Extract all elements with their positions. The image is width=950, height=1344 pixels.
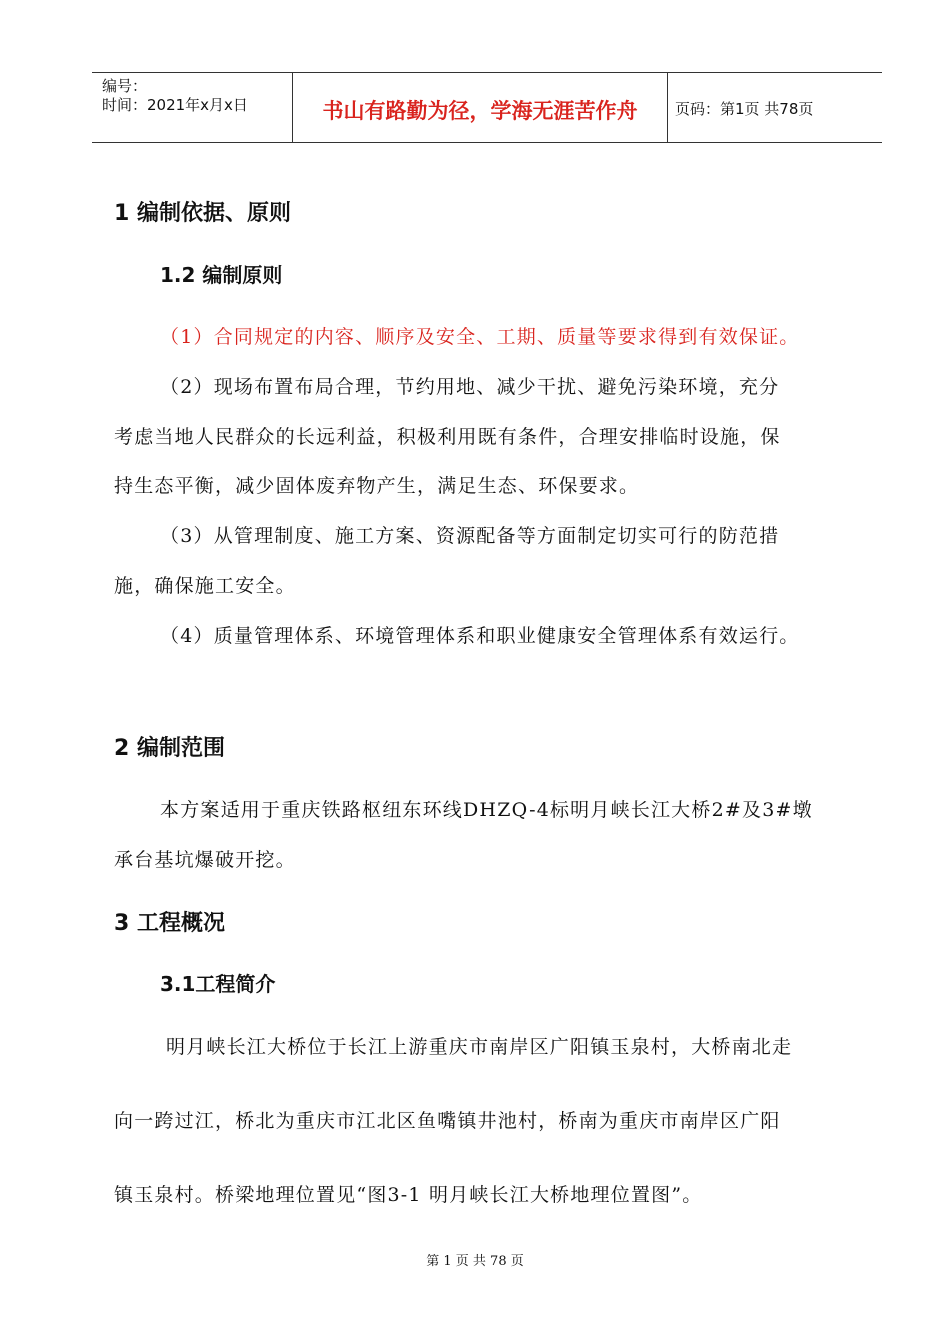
section-3-1-title: 3.1工程简介: [160, 972, 276, 996]
section-2-line-2: 承台基坑爆破开挖。: [114, 849, 296, 871]
paragraph-1: （1）合同规定的内容、顺序及安全、工期、质量等要求得到有效保证。: [160, 326, 800, 348]
section-3-line-1: 明月峡长江大桥位于长江上游重庆市南岸区广阳镇玉泉村，大桥南北走: [166, 1036, 793, 1058]
header-motto-cell: [292, 73, 668, 142]
paragraph-2-line-2: 考虑当地人民群众的长远利益，积极利用既有条件，合理安排临时设施，保: [114, 426, 781, 448]
section-3-line-3: 镇玉泉村。桥梁地理位置见“图3-1 明月峡长江大桥地理位置图”。: [114, 1184, 703, 1206]
paragraph-2-line-3: 持生态平衡，减少固体废弃物产生，满足生态、环保要求。: [114, 475, 640, 497]
section-3-title: 3 工程概况: [114, 911, 225, 936]
header-page-info: 页码：第1页 共78页: [675, 100, 814, 118]
section-2-line-1: 本方案适用于重庆铁路枢纽东环线DHZQ-4标明月峡长江大桥2#及3#墩: [160, 799, 813, 821]
header-page-cell: [667, 73, 882, 142]
paragraph-2-line-1: （2）现场布置布局合理，节约用地、减少干扰、避免污染环境，充分: [160, 376, 780, 398]
page-footer: 第 1 页 共 78 页: [426, 1254, 524, 1269]
paragraph-3-line-1: （3）从管理制度、施工方案、资源配备等方面制定切实可行的防范措: [160, 525, 780, 547]
header-motto: 书山有路勤为径，学海无涯苦作舟: [322, 99, 638, 123]
paragraph-3-line-2: 施，确保施工安全。: [114, 575, 296, 597]
doc-number-label: 编号：: [102, 77, 148, 95]
section-1-2-title: 1.2 编制原则: [160, 263, 283, 287]
section-1-title: 1 编制依据、原则: [114, 201, 291, 226]
section-3-line-2: 向一跨过江，桥北为重庆市江北区鱼嘴镇井池村，桥南为重庆市南岸区广阳: [114, 1110, 781, 1132]
doc-time-label: 时间：2021年x月x日: [102, 96, 248, 114]
section-2-title: 2 编制范围: [114, 736, 225, 761]
header-meta: [92, 73, 292, 142]
page-header: [92, 72, 882, 143]
paragraph-4: （4）质量管理体系、环境管理体系和职业健康安全管理体系有效运行。: [160, 625, 800, 647]
